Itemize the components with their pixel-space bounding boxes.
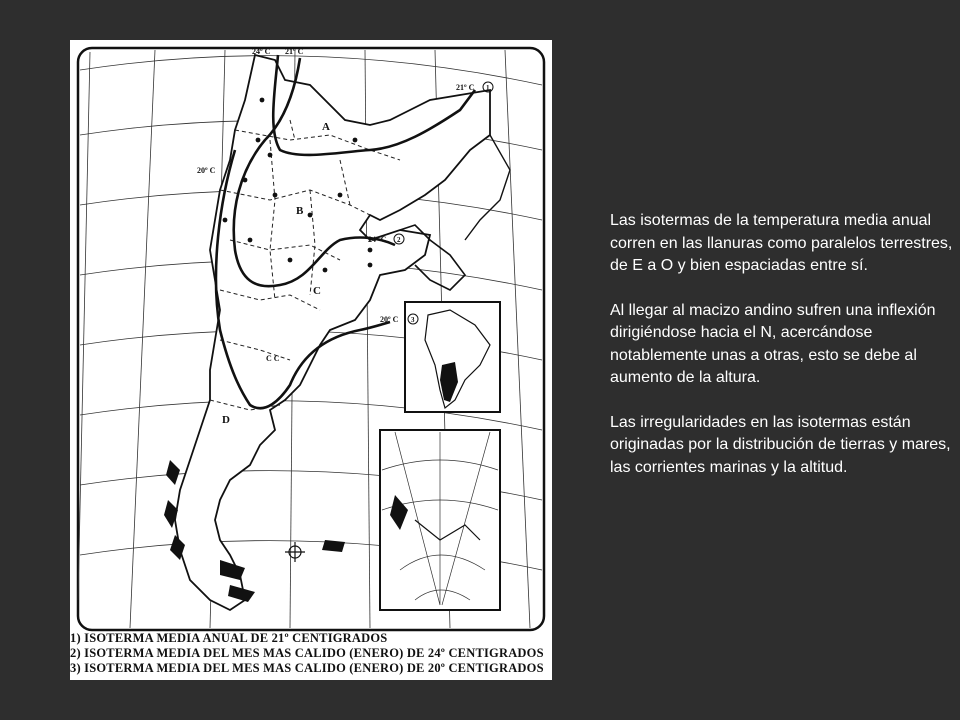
description-text	[610, 210, 955, 501]
isotherm-map	[70, 40, 552, 680]
region-label-c: C	[313, 285, 321, 297]
legend-line-2: 2) ISOTERMA MEDIA DEL MES MAS CALIDO (ENERO) DE 24º CENTIGRADOS	[70, 646, 544, 660]
isotherm-label: 24º C	[252, 47, 271, 56]
isotherm-label: 21º C	[285, 47, 304, 56]
isotherm-label: 20º C	[197, 166, 216, 175]
compass-rose	[285, 542, 305, 562]
region-label-d: D	[222, 414, 230, 426]
isotherm-marker: 2	[397, 236, 401, 244]
inset-antarctica	[380, 430, 500, 610]
isotherm-marker: 3	[411, 316, 415, 324]
isotherm-marker: 1	[486, 84, 490, 92]
inset-south-america	[405, 302, 500, 412]
isotherm-label: 24º C	[368, 235, 387, 244]
map-graphic	[70, 40, 552, 680]
paragraph-2: Al llegar al macizo andino sufren una inflexión dirigiéndose hacia el N, acercándose notablemente unas a otras, esto se debe al aumento de la altura.	[610, 301, 936, 386]
paragraph-3: Las irregularidades en las isotermas están originadas por la distribución de tierras y mares, las corrientes marinas y la altitud.	[610, 413, 951, 476]
isotherm-label: 20º C	[380, 315, 399, 324]
legend-line-3: 3) ISOTERMA MEDIA DEL MES MAS CALIDO (ENERO) DE 20º CENTIGRADOS	[70, 661, 544, 675]
brazil-coast	[465, 135, 510, 240]
region-label-b: B	[296, 205, 304, 217]
isotherm-label: 21º C	[456, 83, 475, 92]
region-label-cc: C C	[266, 354, 280, 363]
region-label-a: A	[322, 121, 330, 133]
paragraph-1: Las isotermas de la temperatura media anual corren en las llanuras como paralelos terrestres, de E a O y bien espaciadas entre sí.	[610, 212, 953, 274]
legend-line-1: 1) ISOTERMA MEDIA ANUAL DE 21º CENTIGRADOS	[70, 631, 388, 645]
